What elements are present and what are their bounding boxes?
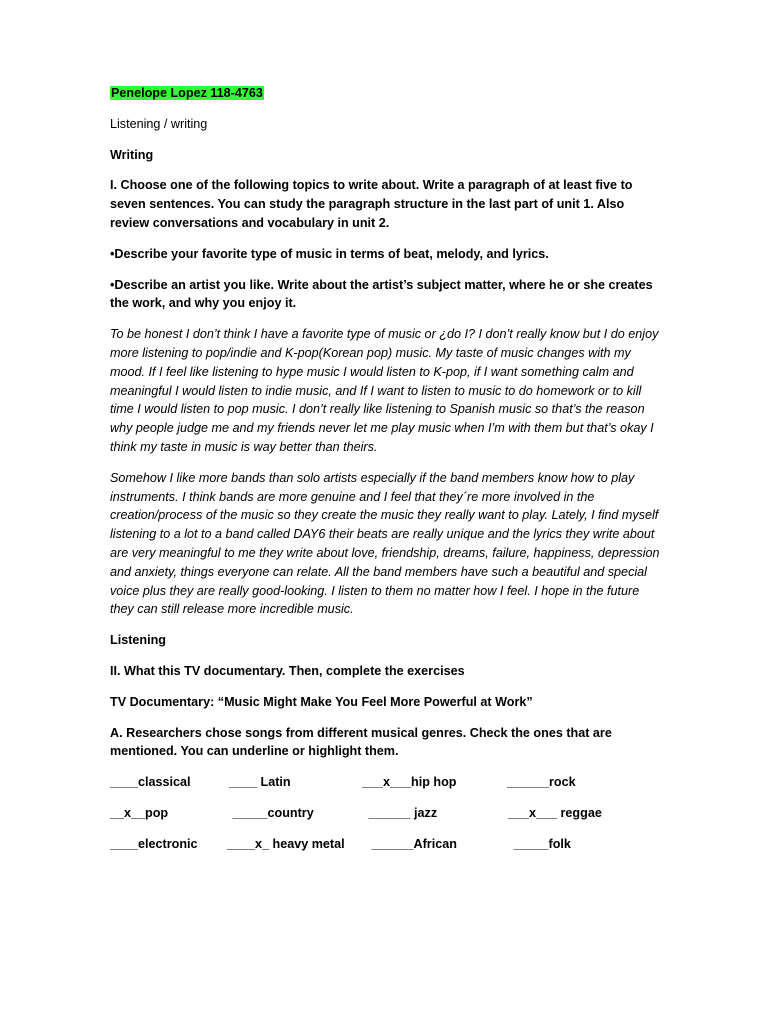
genre-option: ______African <box>368 837 457 852</box>
genre-row <box>110 773 662 792</box>
genre-option: ____x_ heavy metal <box>227 837 345 852</box>
writing-topic-1: •Describe your favorite type of music in terms of beat, melody, and lyrics. <box>110 246 549 261</box>
answer-paragraph-1: To be honest I don’t think I have a favorite type of music or ¿do I? I don’t really know but I do enjoy more listening to pop/indie and K-pop(Korean pop) music. My taste of music changes with my mood. If I feel like listening to hype music I would listen to K-pop, if I want something calm and meaningful I would listen to indie music, and If I want to listen to music to do homework or to kill time I would listen to pop music. I don’t really like listening to Spanish music so that’s the reason why people judge me and my friends never let me play music when I’m with them but that’s okay I think my taste in music is way better than theirs. <box>110 327 659 454</box>
genre-row <box>110 804 662 823</box>
student-name-highlight: Penelope Lopez 118-4763 <box>111 86 263 100</box>
exercise-a-instructions: A. Researchers chose songs from different musical genres. Check the ones that are mentioned. You can underline or highlight them. <box>110 725 612 759</box>
genre-row <box>110 835 662 854</box>
genre-option: ______rock <box>507 775 576 790</box>
documentary-title: TV Documentary: “Music Might Make You Feel More Powerful at Work” <box>110 694 533 709</box>
genre-option: ___x___ reggae <box>508 806 602 821</box>
genre-option: __x__pop <box>110 806 169 821</box>
genre-option: ____classical <box>110 775 191 790</box>
genre-option: ____ Latin <box>229 775 291 790</box>
genre-option: _____folk <box>510 837 571 852</box>
listening-heading: Listening <box>110 633 166 648</box>
student-name-line <box>110 84 662 103</box>
writing-topic-2: •Describe an artist you like. Write about the artist’s subject matter, where he or she creates the work, and why you enjoy it. <box>110 277 653 311</box>
writing-heading: Writing <box>110 147 154 162</box>
writing-instructions: I. Choose one of the following topics to write about. Write a paragraph of at least five to seven sentences. You can study the paragraph structure in the last part of unit 1. Also review conversations and vocabulary in unit 2. <box>110 178 633 230</box>
genre-option: ____electronic <box>110 837 198 852</box>
genre-option: _____country <box>229 806 314 821</box>
answer-paragraph-2: Somehow I like more bands than solo artists especially if the band members know how to play instruments. I think bands are more genuine and I feel that they´re more involved in the creation/process of the music so they create the music they really want to play. Lately, I find myself listening to a lot to a band called DAY6 their beats are really unique and the lyrics they write about are very meaningful to me they write about love, friendship, dreams, failure, happiness, depression and anxiety, things everyone can relate. All the band members have such a beautiful and special voice plus they are really good-looking. I listen to them no matter how I feel. I hope in the future they can still release more incredible music. <box>110 470 660 617</box>
document-subtitle: Listening / writing <box>110 116 208 131</box>
genre-option: ______ jazz <box>365 806 438 821</box>
document-page <box>110 84 662 866</box>
listening-instructions: II. What this TV documentary. Then, complete the exercises <box>110 663 465 678</box>
genre-option: ___x___hip hop <box>362 775 457 790</box>
